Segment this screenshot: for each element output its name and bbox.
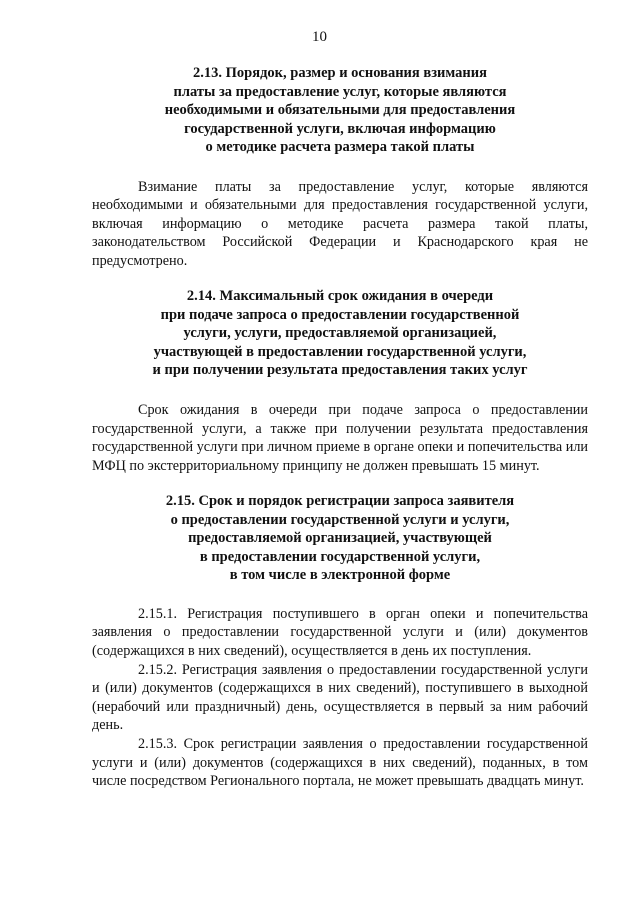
paragraph-2-15-2: 2.15.2. Регистрация заявления о предоставлении государственной услуги и (или) документов (содержащихся в них сведений), поступившего в выходной (нерабочий или праздничный) день, осуществляется в первый за ним рабочий день. [92, 661, 588, 734]
heading-line: о предоставлении государственной услуги и услуги, [170, 511, 510, 528]
heading-line: предоставляемой организацией, участвующей [188, 530, 492, 547]
section-heading-2-14 [92, 287, 588, 380]
heading-line: в том числе в электронной форме [229, 567, 451, 584]
heading-line: платы за предоставление услуг, которые являются [173, 83, 507, 100]
section-heading-2-15 [92, 492, 588, 585]
paragraph-2-15-3: 2.15.3. Срок регистрации заявления о предоставлении государственной услуги и (или) документов (содержащихся в них сведений), поданных, в том числе посредством Регионального портала, не может превышать двадцать минут. [92, 736, 588, 790]
heading-line: о методике расчета размера такой платы [205, 139, 475, 155]
page-number: 10 [312, 29, 327, 45]
paragraph-2-15-1: 2.15.1. Регистрация поступившего в орган опеки и попечительства заявления о предоставлении государственной услуги и (или) документов (содержащихся в них сведений), осуществляется в день их поступления. [92, 605, 588, 660]
section-heading-2-13 [92, 64, 588, 157]
paragraph-2-13: Взимание платы за предоставление услуг, которые являются необходимыми и обязательными для предоставления государственной услуги, включая информацию о методике расчета размера такой платы, законодательством Российской Федерации и Краснодарского края не предусмотрено. [92, 178, 588, 269]
heading-line: и при получении результата предоставления таких услуг [152, 362, 528, 379]
document-body [92, 64, 588, 791]
paragraph-2-14: Срок ожидания в очереди при подаче запроса о предоставлении государственной услуги, а также при получении результата предоставления государственной услуги при личном приеме в органе опеки и попечительства или МФЦ по экстерриториальному принципу не должен превышать 15 минут. [92, 401, 588, 474]
heading-line: 2.14. Максимальный срок ожидания в очереди [186, 288, 494, 305]
heading-line: участвующей в предоставлении государственной услуги, [153, 343, 527, 360]
heading-line: при подаче запроса о предоставлении государственной [160, 306, 520, 323]
heading-line: в предоставлении государственной услуги, [199, 548, 481, 565]
heading-line: 2.13. Порядок, размер и основания взимания [193, 65, 487, 81]
heading-line: 2.15. Срок и порядок регистрации запроса заявителя [165, 493, 515, 510]
heading-line: необходимыми и обязательными для предоставления [164, 102, 516, 118]
heading-line: услуги, услуги, предоставляемой организацией, [183, 325, 497, 342]
heading-line: государственной услуги, включая информацию [184, 120, 496, 137]
